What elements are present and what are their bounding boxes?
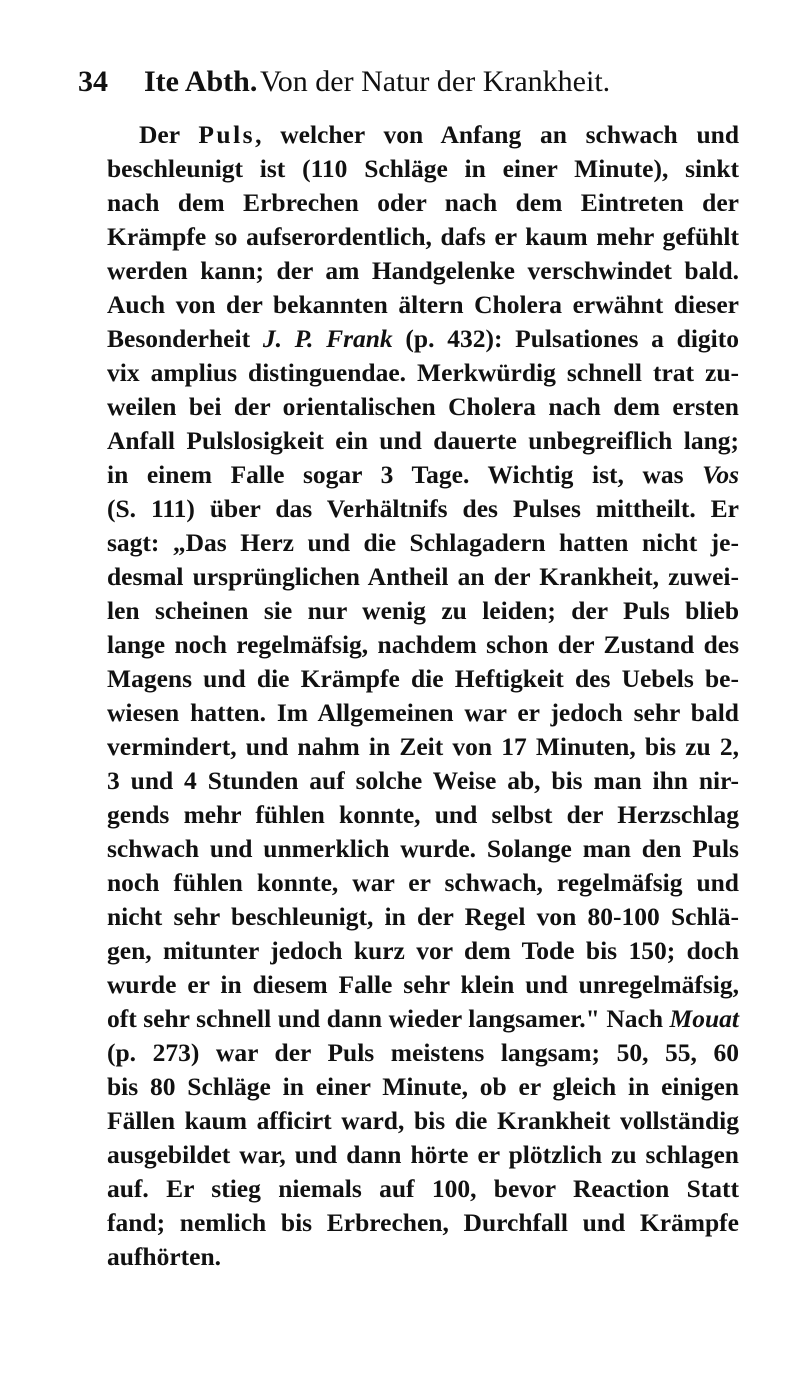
text-run: (S. 111) über das Verhältnifs des Pulses mittheilt. Er [107,494,739,523]
text-line [107,1240,739,1274]
text-line [107,764,739,798]
text-run: schwach und unmerklich wurde. Solange man den Puls [107,834,739,863]
text-run: bis 80 Schläge in einer Minute, ob er gleich in einigen [107,1072,739,1101]
text-line [107,1104,739,1138]
text-line [107,934,739,968]
text-line [107,390,739,424]
text-line [107,356,739,390]
text-line [107,220,739,254]
text-line [107,254,739,288]
text-line [107,832,739,866]
text-run: vermindert, und nahm in Zeit von 17 Minuten, bis zu 2, [107,732,739,761]
text-run: len scheinen sie nur wenig zu leiden; der Puls blieb [107,596,739,625]
text-run: oft sehr schnell und dann wieder langsamer." Nach [107,1004,670,1033]
text-run: noch fühlen konnte, war er schwach, regelmäfsig und [107,868,739,897]
text-run: sagt: „Das Herz und die Schlagadern hatten nicht je- [107,528,739,557]
text-line [107,1206,739,1240]
text-line [107,968,739,1002]
text-run: Krämpfe so aufserordentlich, dafs er kaum mehr gefühlt [107,222,739,251]
text-run: ausgebildet war, und dann hörte er plötzlich zu schlagen [107,1140,739,1169]
text-run: wiesen hatten. Im Allgemeinen war er jedoch sehr bald [107,698,739,727]
running-head [78,62,718,102]
text-run: fand; nemlich bis Erbrechen, Durchfall und Krämpfe [107,1208,739,1237]
text-run: Der [139,120,199,149]
text-line [107,186,739,220]
text-run: Magens und die Krämpfe die Heftigkeit des Uebels be- [107,664,739,693]
body-paragraph [107,118,739,1274]
cited-author: J. P. Frank [262,324,393,353]
running-head-title: Von der Natur der Krankheit. [260,65,611,98]
text-run: wurde er in diesem Falle sehr klein und unregelmäfsig, [107,970,739,999]
text-run: desmal ursprünglichen Antheil an der Krankheit, zuwei- [107,562,739,591]
text-run: gends mehr fühlen konnte, und selbst der Herzschlag [107,800,739,829]
text-run: (p. 432): Pulsationes a digito [392,324,739,353]
text-line [107,322,739,356]
text-run: lange noch regelmäfsig, nachdem schon der Zustand des [107,630,739,659]
text-run: werden kann; der am Handgelenke verschwindet bald. [107,256,739,285]
text-run: in einem Falle sogar 3 Tage. Wichtig ist, was [107,460,703,489]
text-line [107,730,739,764]
text-run: 3 und 4 Stunden auf solche Weise ab, bis man ihn nir- [107,766,739,795]
text-run: gen, mitunter jedoch kurz vor dem Tode bis 150; doch [107,936,739,965]
text-line [107,1036,739,1070]
text-line [107,1172,739,1206]
page-number: 34 [78,65,108,98]
text-run: nicht sehr beschleunigt, in der Regel von 80-100 Schlä- [107,902,739,931]
text-run: , welcher von Anfang an schwach und [255,120,739,149]
text-line [107,152,739,186]
text-line [107,492,739,526]
text-run: auf. Er stieg niemals auf 100, bevor Reaction Statt [107,1174,739,1203]
text-line [107,696,739,730]
text-run: (p. 273) war der Puls meistens langsam; 50, 55, 60 [107,1038,739,1067]
text-line [107,866,739,900]
text-run: weilen bei der orientalischen Cholera nach dem ersten [107,392,739,421]
text-line [107,1138,739,1172]
text-line [107,628,739,662]
text-run: Fällen kaum afficirt ward, bis die Krankheit vollständig [107,1106,739,1135]
text-run: beschleunigt ist (110 Schläge in einer Minute), sinkt [107,154,739,183]
text-run: aufhörten. [107,1242,222,1271]
text-line [107,288,739,322]
text-run: nach dem Erbrechen oder nach dem Eintreten der [107,188,739,217]
emphasized-term: Puls [198,120,256,149]
cited-author: Mouat [669,1004,739,1033]
text-line [107,424,739,458]
text-run: Anfall Pulslosigkeit ein und dauerte unbegreiflich lang; [107,426,739,455]
text-line [107,900,739,934]
running-head-part: Ite Abth. [144,65,258,98]
text-line [107,594,739,628]
text-line [107,458,739,492]
text-run: Besonderheit [107,324,263,353]
text-line [107,526,739,560]
text-line [107,1002,739,1036]
text-run: vix amplius distinguendae. Merkwürdig schnell trat zu- [107,358,739,387]
text-run: Auch von der bekannten ältern Cholera erwähnt dieser [107,290,739,319]
text-line [107,662,739,696]
text-line [107,560,739,594]
cited-author: Vos [702,460,739,489]
text-line [107,118,739,152]
text-line [107,798,739,832]
text-line [107,1070,739,1104]
